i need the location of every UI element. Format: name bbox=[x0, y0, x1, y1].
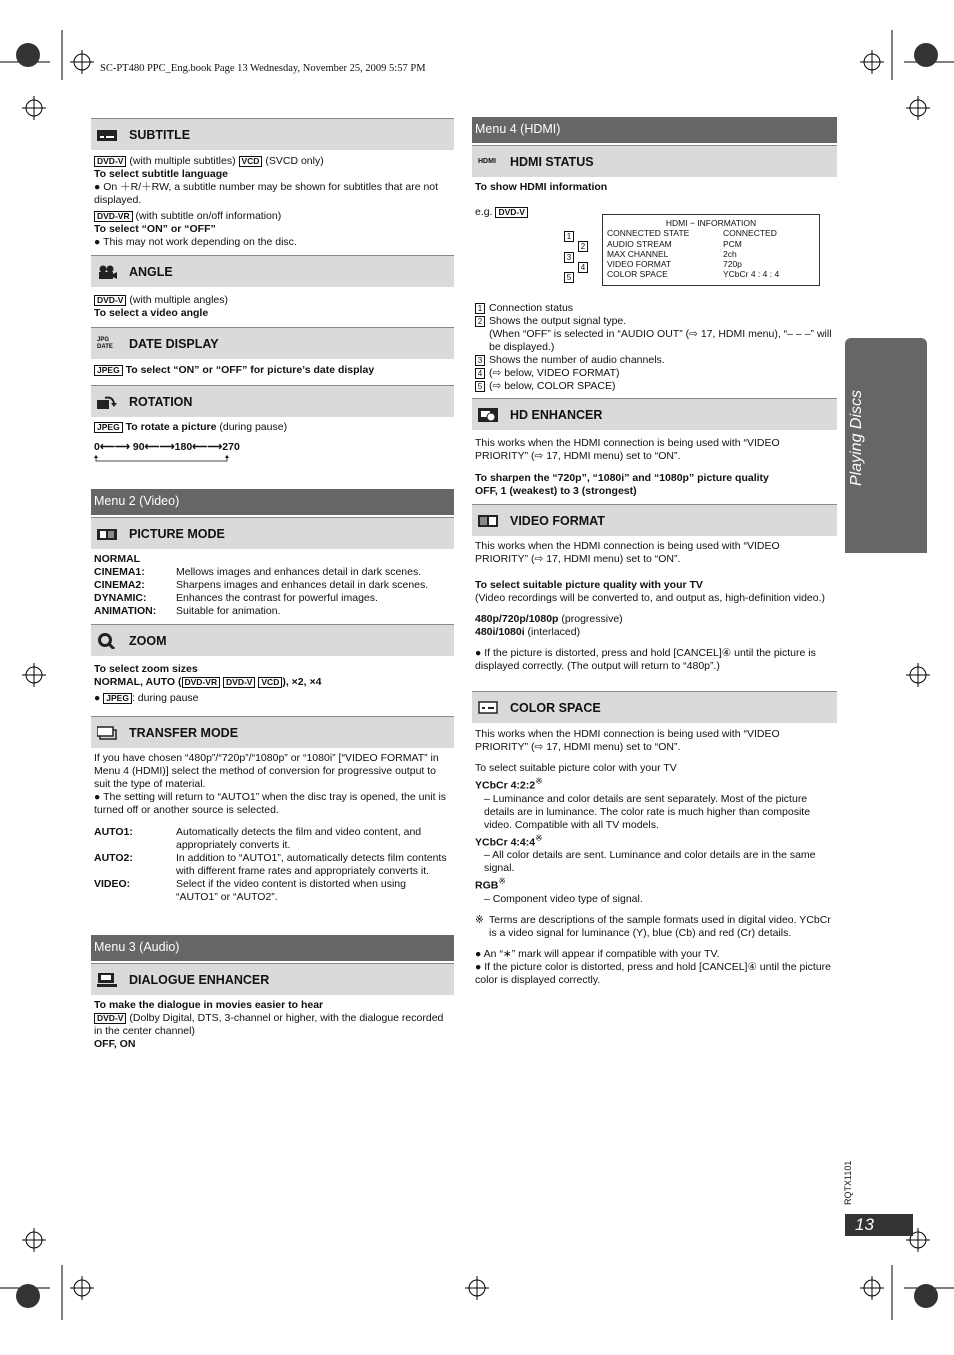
mode-desc: Enhances the contrast for powerful images. bbox=[176, 592, 378, 604]
video-format-icon bbox=[478, 514, 498, 528]
option: YCbCr 4:2:2 bbox=[475, 779, 536, 792]
note-num-wrap bbox=[475, 367, 489, 380]
text: (during pause) bbox=[219, 421, 288, 433]
section-title: DATE DISPLAY bbox=[129, 337, 219, 351]
option-desc: – Component video type of signal. bbox=[484, 892, 643, 905]
dvd-v-tag: DVD-V bbox=[94, 156, 126, 167]
section-picture-mode bbox=[91, 517, 454, 549]
section-hd-enhancer bbox=[472, 398, 837, 430]
box-key: COLOR SPACE bbox=[607, 269, 668, 280]
section-dialogue-enhancer bbox=[91, 963, 454, 995]
side-tab-label: Playing Discs bbox=[848, 389, 865, 486]
box-row bbox=[603, 228, 819, 238]
note-row bbox=[475, 315, 833, 328]
menu-4-header: Menu 4 (HDMI) bbox=[472, 117, 837, 143]
note-text: Connection status bbox=[489, 302, 574, 314]
box-value: YCbCr 4 : 4 : 4 bbox=[723, 269, 780, 280]
section-angle bbox=[91, 255, 454, 287]
box-rows bbox=[603, 228, 819, 279]
option-desc: Select if the video content is distorted when using “AUTO1” or “AUTO2”. bbox=[176, 878, 406, 903]
picture-mode-row bbox=[94, 605, 449, 618]
section-title: PICTURE MODE bbox=[129, 527, 225, 541]
section-rotation bbox=[91, 385, 454, 417]
text: : during pause bbox=[131, 692, 199, 704]
option-desc: – Luminance and color details are sent separately. Most of the picture details are in luminance. The color rate is much higher than composite video. Compatible with all TV models. bbox=[484, 792, 811, 831]
note-num-wrap bbox=[475, 315, 489, 328]
option-desc: In addition to “AUTO1”, automatically detects film contents with different frame rates and appropriately converts it. bbox=[176, 852, 447, 877]
section-title: HDMI STATUS bbox=[510, 155, 594, 169]
note-number: 5 bbox=[475, 381, 485, 392]
callout-box: 1 bbox=[564, 231, 574, 242]
subtitle-icon bbox=[97, 128, 117, 142]
picture-mode-icon bbox=[97, 527, 117, 541]
doc-code: RQTX1101 bbox=[843, 1160, 853, 1205]
paragraph: This works when the HDMI connection is being used with “VIDEO PRIORITY” (⇨ 17, HDMI menu) set to “ON”. bbox=[475, 728, 780, 753]
transfer-options bbox=[94, 826, 449, 904]
subheading: To show HDMI information bbox=[475, 181, 608, 193]
note-mark: ※ bbox=[498, 876, 506, 886]
section-title: SUBTITLE bbox=[129, 128, 191, 142]
options: OFF, 1 (weakest) to 3 (strongest) bbox=[475, 485, 637, 497]
jpg-date-icon: JPG DATE bbox=[97, 337, 113, 350]
option-desc: – All color details are sent. Luminance and color details are in the same signal. bbox=[484, 849, 816, 874]
note-num-wrap bbox=[475, 380, 489, 393]
callout-box: 4 bbox=[578, 262, 588, 273]
page-number: 13 bbox=[845, 1214, 913, 1236]
callout-box: 2 bbox=[578, 241, 588, 252]
note-row bbox=[475, 302, 833, 315]
section-title: COLOR SPACE bbox=[510, 701, 601, 715]
hdmi-icon: HDMI bbox=[478, 158, 496, 165]
footnote: Terms are descriptions of the sample formats used in digital video. YCbCr is a video signal for luminance (Y), blue (Cb) and red (Cr) details. bbox=[489, 913, 831, 939]
option: 480i/1080i bbox=[475, 626, 525, 638]
box-title: HDMI − INFORMATION bbox=[665, 218, 757, 228]
text: NORMAL, AUTO ( bbox=[94, 676, 182, 688]
text: (SVCD only) bbox=[265, 155, 324, 167]
box-row bbox=[603, 259, 819, 269]
menu-2-header: Menu 2 (Video) bbox=[91, 489, 454, 515]
option: RGB bbox=[475, 879, 499, 892]
hd-enhancer-icon bbox=[478, 408, 498, 422]
box-row bbox=[603, 269, 819, 279]
section-hdmi-status bbox=[472, 145, 837, 177]
paragraph: To select suitable picture color with your TV bbox=[475, 762, 677, 774]
note-row bbox=[475, 328, 833, 354]
option-desc: Automatically detects the film and video content, and appropriately converts it. bbox=[176, 826, 422, 851]
box-value: PCM bbox=[723, 238, 742, 249]
callout-box: 5 bbox=[564, 272, 574, 283]
hdmi-status-heading bbox=[475, 181, 833, 194]
note-mark: ※ bbox=[535, 832, 543, 843]
note-text: Shows the output signal type. bbox=[489, 315, 627, 327]
mode-key: CINEMA2: bbox=[94, 579, 145, 591]
note-number: 1 bbox=[475, 303, 485, 314]
callout-box: 3 bbox=[564, 252, 574, 263]
subheading: To select “ON” or “OFF” bbox=[94, 223, 216, 235]
transfer-mode-icon bbox=[97, 726, 117, 740]
box-key: MAX CHANNEL bbox=[607, 248, 669, 259]
subheading: To sharpen the “720p”, “1080i” and “1080p” picture quality bbox=[475, 472, 769, 484]
option: 480p/720p/1080p bbox=[475, 613, 559, 625]
option-key: VIDEO: bbox=[94, 878, 131, 890]
hdmi-notes bbox=[475, 302, 833, 393]
color-space-body bbox=[475, 728, 833, 987]
vcd-tag: VCD bbox=[258, 677, 282, 688]
option: YCbCr 4:4:4 bbox=[475, 836, 536, 848]
note-num-wrap bbox=[475, 328, 489, 354]
section-title: ANGLE bbox=[129, 265, 173, 279]
note-number: 2 bbox=[475, 316, 485, 327]
box-key: CONNECTED STATE bbox=[607, 228, 690, 239]
rotation-cycle: 0⟵⟶ 90⟵⟶180⟵⟶270 bbox=[94, 441, 240, 453]
picture-mode-row bbox=[94, 592, 449, 605]
subheading: To select subtitle language bbox=[94, 168, 228, 180]
text: (with subtitle on/off information) bbox=[135, 210, 282, 222]
return-arrow bbox=[94, 455, 234, 463]
note-row bbox=[475, 354, 833, 367]
bullet: ● An “∗” mark will appear if compatible with your TV. bbox=[475, 947, 720, 960]
section-date-display bbox=[91, 327, 454, 359]
hdmi-information-box bbox=[602, 214, 820, 286]
dialogue-body bbox=[94, 999, 449, 1051]
color-space-icon bbox=[478, 701, 498, 715]
dvd-v-tag: DVD-V bbox=[223, 677, 255, 688]
angle-body bbox=[94, 294, 449, 320]
hd-enhancer-body bbox=[475, 437, 833, 498]
transfer-body bbox=[94, 752, 449, 904]
note-row bbox=[475, 380, 833, 393]
date-body bbox=[94, 364, 449, 377]
bullet: ● On ＋R/＋RW, a subtitle number may be shown for subtitles that are not displayed. bbox=[94, 181, 439, 206]
print-header: SC-PT480 PPC_Eng.book Page 13 Wednesday, November 25, 2009 5:57 PM bbox=[100, 63, 426, 74]
section-color-space bbox=[472, 691, 837, 723]
box-callouts bbox=[564, 230, 604, 281]
bullet: ● If the picture is distorted, press and hold [CANCEL]④ until the picture is displayed correctly. (The output will return to “480p”.) bbox=[475, 647, 816, 672]
jpeg-tag: JPEG bbox=[103, 693, 132, 704]
box-value: CONNECTED bbox=[723, 228, 777, 239]
dvd-v-tag: DVD-V bbox=[495, 207, 527, 218]
note-text: (⇨ below, VIDEO FORMAT) bbox=[489, 367, 620, 379]
text: ), ×2, ×4 bbox=[282, 676, 322, 688]
note-mark: ※ bbox=[475, 913, 484, 926]
subheading: To make the dialogue in movies easier to hear bbox=[94, 999, 324, 1011]
box-row bbox=[603, 239, 819, 249]
box-key: VIDEO FORMAT bbox=[607, 259, 672, 270]
bullet: ● If the picture color is distorted, press and hold [CANCEL]④ until the picture color is displayed correctly. bbox=[475, 960, 832, 986]
zoom-body: To select zoom sizes NORMAL, AUTO ( DVD-VR DVD-V VCD ), ×2, ×4 ● JPEG : during pause bbox=[94, 663, 449, 705]
rotation-icon bbox=[97, 395, 117, 409]
text: (Dolby Digital, DTS, 3-channel or higher, with the dialogue recorded in the center channel) bbox=[94, 1012, 444, 1037]
rotation-body bbox=[94, 421, 449, 467]
section-title: TRANSFER MODE bbox=[129, 726, 239, 740]
paragraph: This works when the HDMI connection is being used with “VIDEO PRIORITY” (⇨ 17, HDMI menu) set to “ON”. bbox=[475, 540, 780, 565]
transfer-option-row bbox=[94, 826, 449, 852]
section-title: VIDEO FORMAT bbox=[510, 514, 605, 528]
note-text: Shows the number of audio channels. bbox=[489, 354, 665, 366]
camera-icon bbox=[97, 265, 117, 279]
note-mark: ※ bbox=[535, 776, 543, 786]
vcd-tag: VCD bbox=[239, 156, 263, 167]
dvd-vr-tag: DVD-VR bbox=[182, 677, 221, 688]
text: e.g. bbox=[475, 206, 493, 218]
section-title: HD ENHANCER bbox=[510, 408, 603, 422]
dvd-vr-tag: DVD-VR bbox=[94, 211, 133, 222]
subheading: To select “ON” or “OFF” for picture’s date display bbox=[125, 364, 375, 376]
section-title: ROTATION bbox=[129, 395, 193, 409]
text: (progressive) bbox=[558, 613, 623, 625]
subheading: To select suitable picture quality with your TV bbox=[475, 579, 703, 591]
note-number: 4 bbox=[475, 368, 485, 379]
picture-mode-row bbox=[94, 553, 449, 566]
subtitle-body bbox=[94, 155, 449, 249]
mode-key: ANIMATION: bbox=[94, 605, 157, 617]
mode-key: CINEMA1: bbox=[94, 566, 145, 578]
mode-desc: Sharpens images and enhances detail in dark scenes. bbox=[176, 579, 429, 591]
note-text: (⇨ below, COLOR SPACE) bbox=[489, 380, 616, 392]
section-title: DIALOGUE ENHANCER bbox=[129, 973, 270, 987]
option-key: AUTO1: bbox=[94, 826, 133, 838]
paragraph: This works when the HDMI connection is being used with “VIDEO PRIORITY” (⇨ 17, HDMI menu) set to “ON”. bbox=[475, 437, 780, 462]
section-zoom bbox=[91, 624, 454, 656]
transfer-option-row bbox=[94, 878, 449, 904]
section-transfer-mode bbox=[91, 716, 454, 748]
magnifier-icon bbox=[97, 633, 117, 649]
picture-mode-row bbox=[94, 566, 449, 579]
callout-number bbox=[564, 230, 604, 240]
box-value: 720p bbox=[723, 259, 742, 270]
dvd-v-tag: DVD-V bbox=[94, 1013, 126, 1024]
transfer-option-row bbox=[94, 852, 449, 878]
box-row bbox=[603, 249, 819, 259]
section-subtitle bbox=[91, 118, 454, 150]
box-value: 2ch bbox=[723, 248, 737, 259]
text: (with multiple angles) bbox=[129, 294, 228, 306]
bullet: ● This may not work depending on the disc. bbox=[94, 236, 297, 248]
text: (with multiple subtitles) bbox=[129, 155, 236, 167]
subheading: To select zoom sizes bbox=[94, 663, 198, 675]
mode-key: DYNAMIC: bbox=[94, 592, 147, 604]
jpeg-tag: JPEG bbox=[94, 422, 123, 433]
note-number: 3 bbox=[475, 355, 485, 366]
jpeg-tag: JPEG bbox=[94, 365, 123, 376]
dialogue-icon bbox=[97, 973, 117, 987]
bullet: ● The setting will return to “AUTO1” when the disc tray is opened, the unit is turned off or another source is selected. bbox=[94, 791, 447, 816]
box-key: AUDIO STREAM bbox=[607, 238, 672, 249]
option-key: AUTO2: bbox=[94, 852, 133, 864]
section-title: ZOOM bbox=[129, 634, 167, 648]
paragraph: (Video recordings will be converted to, and output as, high-definition video.) bbox=[475, 592, 826, 604]
mode-desc: Mellows images and enhances detail in dark scenes. bbox=[176, 566, 422, 578]
video-format-body bbox=[475, 540, 833, 673]
options: OFF, ON bbox=[94, 1038, 136, 1050]
note-num-wrap bbox=[475, 354, 489, 367]
note-num-wrap bbox=[475, 302, 489, 315]
paragraph: If you have chosen “480p”/“720p”/“1080p” or “1080i” [“VIDEO FORMAT” in Menu 4 (HDMI)] select the method of conversion for progressive output to suit the type of material. bbox=[94, 752, 439, 790]
picture-mode-list bbox=[94, 553, 449, 618]
mode-desc: Suitable for animation. bbox=[176, 605, 281, 617]
picture-mode-row bbox=[94, 579, 449, 592]
mode-key: NORMAL bbox=[94, 553, 141, 565]
subheading: To rotate a picture bbox=[125, 421, 217, 433]
note-text: (When “OFF” is selected in “AUDIO OUT” (⇨ 17, HDMI menu), “– – –” will be displayed.) bbox=[489, 328, 832, 353]
section-video-format bbox=[472, 504, 837, 536]
text: (interlaced) bbox=[524, 626, 581, 638]
menu-3-header: Menu 3 (Audio) bbox=[91, 935, 454, 961]
dvd-v-tag: DVD-V bbox=[94, 295, 126, 306]
subheading: To select a video angle bbox=[94, 307, 209, 319]
note-row bbox=[475, 367, 833, 380]
